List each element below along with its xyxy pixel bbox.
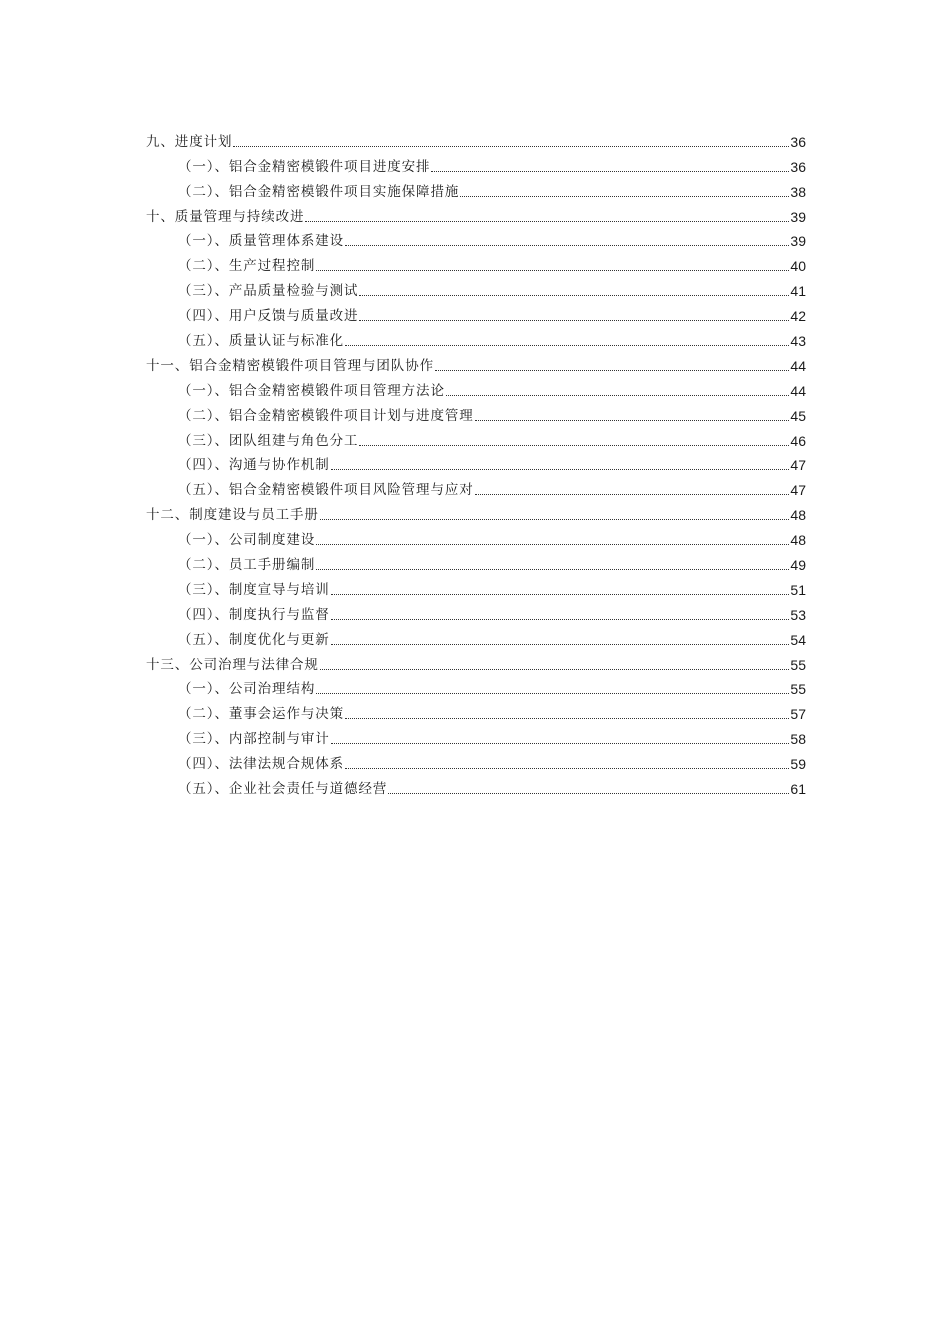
toc-chapter-entry[interactable] bbox=[146, 201, 806, 226]
toc-entry-title: （三）、团队组建与角色分工 bbox=[178, 432, 359, 449]
table-of-contents bbox=[146, 126, 806, 798]
toc-page-number: 42 bbox=[790, 308, 806, 325]
toc-entry-title: （二）、董事会运作与决策 bbox=[178, 706, 345, 723]
toc-dot-leader bbox=[431, 171, 789, 172]
toc-dot-leader bbox=[359, 295, 789, 296]
toc-chapter-entry[interactable] bbox=[146, 350, 806, 375]
toc-chapter-entry[interactable] bbox=[146, 649, 806, 674]
toc-section-entry[interactable] bbox=[146, 151, 806, 176]
toc-page-number: 45 bbox=[790, 407, 806, 424]
toc-entry-title: （三）、内部控制与审计 bbox=[178, 731, 330, 748]
toc-entry-title: （一）、质量管理体系建设 bbox=[178, 233, 345, 250]
toc-dot-leader bbox=[388, 793, 789, 794]
toc-dot-leader bbox=[446, 395, 790, 396]
toc-entry-title: （二）、生产过程控制 bbox=[178, 258, 316, 275]
toc-entry-title: （五）、质量认证与标准化 bbox=[178, 333, 345, 350]
toc-dot-leader bbox=[435, 370, 789, 371]
toc-entry-title: （二）、铝合金精密模锻件项目计划与进度管理 bbox=[178, 407, 474, 424]
toc-entry-title: 十三、公司治理与法律合规 bbox=[146, 656, 319, 673]
toc-entry-title: （四）、用户反馈与质量改进 bbox=[178, 308, 359, 325]
toc-entry-title: 十二、制度建设与员工手册 bbox=[146, 507, 319, 524]
toc-section-entry[interactable] bbox=[146, 425, 806, 450]
toc-entry-title: （二）、员工手册编制 bbox=[178, 557, 316, 574]
toc-section-entry[interactable] bbox=[146, 226, 806, 251]
toc-page-number: 39 bbox=[790, 233, 806, 250]
toc-page-number: 36 bbox=[790, 158, 806, 175]
toc-entry-title: （四）、制度执行与监督 bbox=[178, 606, 330, 623]
toc-section-entry[interactable] bbox=[146, 275, 806, 300]
toc-page-number: 43 bbox=[790, 333, 806, 350]
toc-section-entry[interactable] bbox=[146, 250, 806, 275]
toc-chapter-entry[interactable] bbox=[146, 499, 806, 524]
toc-dot-leader bbox=[345, 718, 789, 719]
toc-entry-title: （二）、铝合金精密模锻件项目实施保障措施 bbox=[178, 183, 460, 200]
toc-dot-leader bbox=[331, 619, 790, 620]
toc-section-entry[interactable] bbox=[146, 698, 806, 723]
toc-section-entry[interactable] bbox=[146, 375, 806, 400]
toc-dot-leader bbox=[345, 345, 789, 346]
toc-section-entry[interactable] bbox=[146, 176, 806, 201]
toc-page-number: 61 bbox=[790, 781, 806, 798]
toc-section-entry[interactable] bbox=[146, 599, 806, 624]
toc-entry-title: 十一、铝合金精密模锻件项目管理与团队协作 bbox=[146, 357, 434, 374]
toc-entry-title: （五）、制度优化与更新 bbox=[178, 631, 330, 648]
toc-entry-title: （五）、铝合金精密模锻件项目风险管理与应对 bbox=[178, 482, 474, 499]
toc-dot-leader bbox=[316, 693, 789, 694]
toc-section-entry[interactable] bbox=[146, 450, 806, 475]
toc-dot-leader bbox=[331, 594, 790, 595]
toc-entry-title: （三）、制度宣导与培训 bbox=[178, 581, 330, 598]
toc-page-number: 36 bbox=[790, 133, 806, 150]
toc-section-entry[interactable] bbox=[146, 474, 806, 499]
toc-entry-title: （一）、公司制度建设 bbox=[178, 532, 316, 549]
toc-page-number: 59 bbox=[790, 756, 806, 773]
toc-dot-leader bbox=[320, 669, 790, 670]
toc-dot-leader bbox=[331, 743, 790, 744]
toc-page-number: 48 bbox=[790, 532, 806, 549]
toc-entry-title: 九、进度计划 bbox=[146, 133, 233, 150]
toc-page-number: 55 bbox=[790, 656, 806, 673]
toc-dot-leader bbox=[305, 221, 789, 222]
toc-dot-leader bbox=[331, 469, 790, 470]
toc-page-number: 53 bbox=[790, 606, 806, 623]
toc-section-entry[interactable] bbox=[146, 524, 806, 549]
toc-dot-leader bbox=[320, 519, 790, 520]
toc-dot-leader bbox=[475, 494, 790, 495]
toc-entry-title: （一）、铝合金精密模锻件项目管理方法论 bbox=[178, 382, 445, 399]
toc-section-entry[interactable] bbox=[146, 748, 806, 773]
toc-dot-leader bbox=[316, 544, 789, 545]
toc-dot-leader bbox=[359, 320, 789, 321]
toc-section-entry[interactable] bbox=[146, 325, 806, 350]
toc-page-number: 47 bbox=[790, 457, 806, 474]
toc-dot-leader bbox=[233, 146, 789, 147]
toc-page-number: 40 bbox=[790, 258, 806, 275]
toc-section-entry[interactable] bbox=[146, 549, 806, 574]
toc-page-number: 44 bbox=[790, 357, 806, 374]
toc-page-number: 47 bbox=[790, 482, 806, 499]
toc-entry-title: 十、质量管理与持续改进 bbox=[146, 208, 305, 225]
toc-dot-leader bbox=[316, 569, 789, 570]
toc-page-number: 41 bbox=[790, 283, 806, 300]
toc-entry-title: （四）、沟通与协作机制 bbox=[178, 457, 330, 474]
toc-entry-title: （一）、铝合金精密模锻件项目进度安排 bbox=[178, 158, 431, 175]
toc-section-entry[interactable] bbox=[146, 773, 806, 798]
toc-section-entry[interactable] bbox=[146, 300, 806, 325]
toc-section-entry[interactable] bbox=[146, 624, 806, 649]
toc-entry-title: （五）、企业社会责任与道德经营 bbox=[178, 781, 388, 798]
toc-page-number: 57 bbox=[790, 706, 806, 723]
toc-dot-leader bbox=[316, 270, 789, 271]
toc-section-entry[interactable] bbox=[146, 574, 806, 599]
toc-entry-title: （一）、公司治理结构 bbox=[178, 681, 316, 698]
toc-dot-leader bbox=[460, 196, 789, 197]
toc-page-number: 54 bbox=[790, 631, 806, 648]
toc-page-number: 38 bbox=[790, 183, 806, 200]
toc-chapter-entry[interactable] bbox=[146, 126, 806, 151]
toc-page-number: 46 bbox=[790, 432, 806, 449]
toc-dot-leader bbox=[331, 644, 790, 645]
toc-page-number: 51 bbox=[790, 581, 806, 598]
toc-dot-leader bbox=[345, 768, 789, 769]
toc-dot-leader bbox=[475, 420, 790, 421]
toc-entry-title: （四）、法律法规合规体系 bbox=[178, 756, 345, 773]
toc-dot-leader bbox=[345, 245, 789, 246]
toc-dot-leader bbox=[359, 445, 789, 446]
toc-entry-title: （三）、产品质量检验与测试 bbox=[178, 283, 359, 300]
toc-page-number: 44 bbox=[790, 382, 806, 399]
toc-page-number: 48 bbox=[790, 507, 806, 524]
toc-page-number: 55 bbox=[790, 681, 806, 698]
toc-page-number: 58 bbox=[790, 731, 806, 748]
toc-page-number: 39 bbox=[790, 208, 806, 225]
toc-section-entry[interactable] bbox=[146, 674, 806, 699]
toc-page-number: 49 bbox=[790, 557, 806, 574]
toc-section-entry[interactable] bbox=[146, 723, 806, 748]
toc-section-entry[interactable] bbox=[146, 400, 806, 425]
